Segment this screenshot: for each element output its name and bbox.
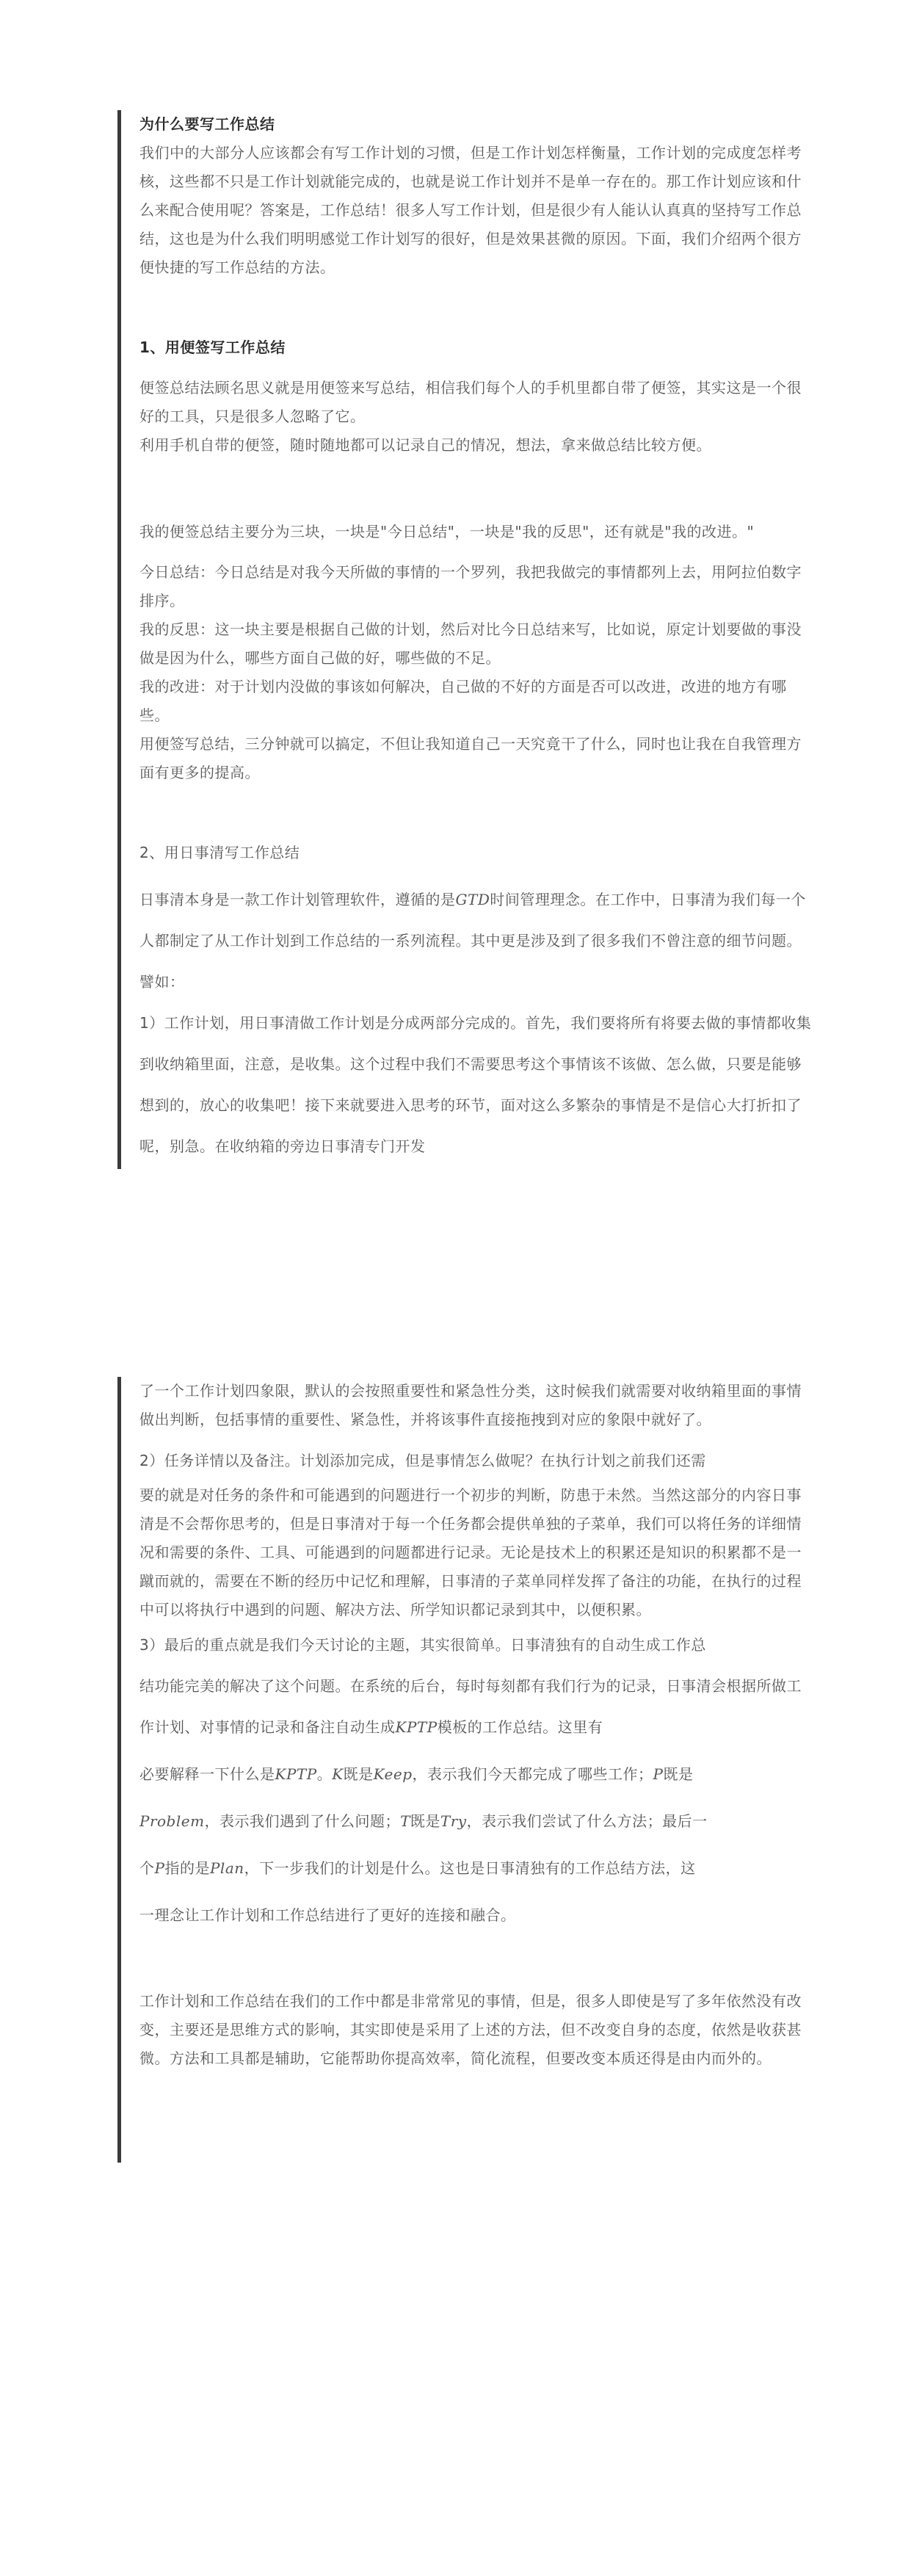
- sticky-notes-improvement: 我的改进：对于计划内没做的事该如何解决，自己做的不好的方面是否可以改进，改进的地方有哪些。: [139, 678, 787, 724]
- article-title: 为什么要写工作总结: [139, 115, 275, 133]
- kptp-paragraph-1: 结功能完美的解决了这个问题。在系统的后台，每时每刻都有我们行为的记录，日事清会根据所做工作计划、对事情的记录和备注自动生成KPTP模板的工作总结。这里有: [139, 1677, 802, 1736]
- rishiqing-point-1: 1）工作计划，用日事清做工作计划是分成两部分完成的。首先，我们要将所有将要去做的事情都收集到收纳箱里面，注意，是收集。这个过程中我们不需要思考这个事情该不该做、怎么做，只要是能够想到的，放心的收集吧！接下来就要进入思考的环节，面对这么多繁杂的事情是不是信心大打折扣了呢，别急。在收纳箱的旁边日事清专门开发: [139, 1014, 812, 1155]
- kptp-paragraph-2: 必要解释一下什么是KPTP。K既是Keep，表示我们今天都完成了哪些工作；P既是: [139, 1765, 694, 1783]
- rishiqing-point-2: 2）任务详情以及备注。计划添加完成，但是事情怎么做呢？在执行计划之前我们还需: [139, 1452, 706, 1469]
- quadrant-paragraph: 了一个工作计划四象限，默认的会按照重要性和紧急性分类，这时候我们就需要对收纳箱里面的事情做出判断，包括事情的重要性、紧急性，并将该事件直接拖拽到对应的象限中就好了。: [139, 1382, 802, 1428]
- section-heading-sticky-notes: 1、用便签写工作总结: [139, 339, 286, 356]
- sticky-notes-today-summary: 今日总结：今日总结是对我今天所做的事情的一个罗列，我把我做完的事情都列上去，用阿拉伯数字排序。: [139, 563, 802, 609]
- article-block-1: [117, 110, 815, 1169]
- section-heading-rishiqing: 2、用日事清写工作总结: [139, 844, 300, 861]
- intro-paragraph: 我们中的大部分人应该都会有写工作计划的习惯，但是工作计划怎样衡量，工作计划的完成度怎样考核，这些都不只是工作计划就能完成的，也就是说工作计划并不是单一存在的。那工作计划应该和什么来配合使用呢？答案是，工作总结！很多人写工作计划，但是很少有人能认认真真的坚持写工作总结，这也是为什么我们明明感觉工作计划写的很好，但是效果甚微的原因。下面，我们介绍两个很方便快捷的写工作总结的方法。: [139, 144, 802, 276]
- kptp-paragraph-4: 个P指的是Plan，下一步我们的计划是什么。这也是日事清独有的工作总结方法，这: [139, 1859, 696, 1877]
- sticky-notes-paragraph-1: 便签总结法顾名思义就是用便签来写总结，相信我们每个人的手机里都自带了便签，其实这是一个很好的工具，只是很多人忽略了它。: [139, 379, 802, 425]
- article-block-2: [117, 1377, 815, 2163]
- rishiqing-point-3: 3）最后的重点就是我们今天讨论的主题，其实很简单。日事清独有的自动生成工作总: [139, 1636, 706, 1654]
- sticky-notes-paragraph-3: 我的便签总结主要分为三块，一块是"今日总结"，一块是"我的反思"，还有就是"我的改进。": [139, 523, 755, 540]
- sticky-notes-reflection: 我的反思：这一块主要是根据自己做的计划，然后对比今日总结来写，比如说，原定计划要做的事没做是因为什么，哪些方面自己做的好，哪些做的不足。: [139, 621, 802, 667]
- rishiqing-intro-paragraph: 日事清本身是一款工作计划管理软件，遵循的是GTD时间管理理念。在工作中，日事清为我们每一个人都制定了从工作计划到工作总结的一系列流程。其中更是涉及到了很多我们不曾注意的细节问题。譬如：: [139, 891, 806, 991]
- task-details-paragraph: 要的就是对任务的条件和可能遇到的问题进行一个初步的判断，防患于未然。当然这部分的内容日事清是不会帮你思考的，但是日事清对于每一个任务都会提供单独的子菜单，我们可以将任务的详细情况和需要的条件、工具、可能遇到的问题都进行记录。无论是技术上的积累还是知识的积累都不是一蹴而就的，需要在不断的经历中记忆和理解，日事清的子菜单同样发挥了备注的功能，在执行的过程中可以将执行中遇到的问题、解决方法、所学知识都记录到其中，以便积累。: [139, 1486, 802, 1618]
- kptp-paragraph-3: Problem，表示我们遇到了什么问题；T既是Try，表示我们尝试了什么方法；最后一: [139, 1812, 708, 1830]
- conclusion-paragraph: 工作计划和工作总结在我们的工作中都是非常常见的事情，但是，很多人即使是写了多年依然没有改变，主要还是思维方式的影响，其实即使是采用了上述的方法，但不改变自身的态度，依然是收获甚微。方法和工具都是辅助，它能帮助你提高效率，简化流程，但要改变本质还得是由内而外的。: [139, 1992, 802, 2067]
- sticky-notes-paragraph-2: 利用手机自带的便签，随时随地都可以记录自己的情况，想法，拿来做总结比较方便。: [139, 436, 711, 454]
- kptp-paragraph-5: 一理念让工作计划和工作总结进行了更好的连接和融合。: [139, 1906, 516, 1924]
- sticky-notes-conclusion: 用便签写总结，三分钟就可以搞定，不但让我知道自己一天究竟干了什么，同时也让我在自我管理方面有更多的提高。: [139, 735, 802, 781]
